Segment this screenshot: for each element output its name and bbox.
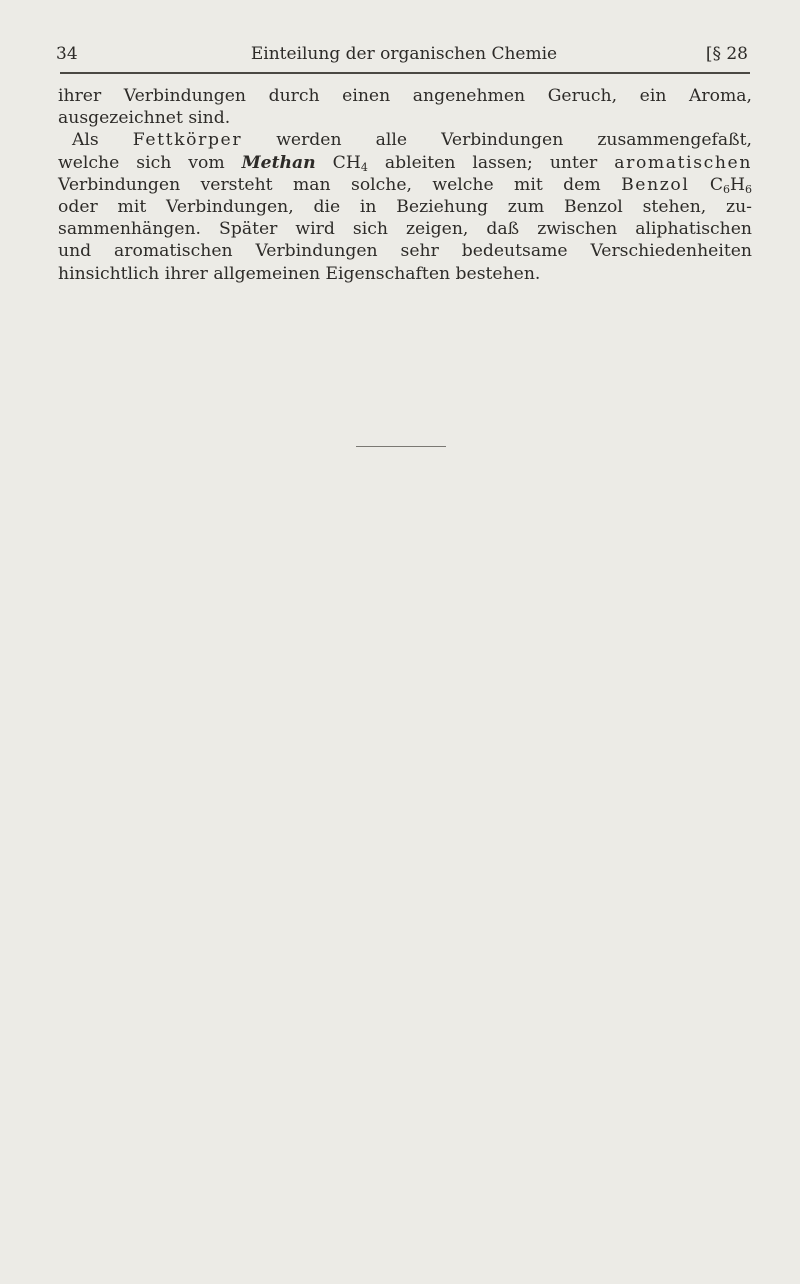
formula-text: H [730, 174, 745, 195]
text-segment: welche sich vom [58, 152, 242, 173]
text-line: ihrer Verbindungen durch einen angenehmen Geruch, ein Aroma, [58, 86, 752, 106]
header-rule [60, 72, 750, 74]
text-line: und aromatischen Verbindungen sehr bedeutsame Verschiedenheiten [58, 241, 752, 262]
term-benzol: Benzol [621, 174, 690, 195]
running-title: Einteilung der organischen Chemie [250, 44, 558, 64]
formula-text: C [689, 174, 723, 195]
term-fettkoerper: Fettkörper [132, 130, 243, 151]
text-segment: Als [72, 130, 133, 151]
text-line [58, 174, 752, 196]
term-aromatischen: aromatischen [614, 152, 752, 173]
text-segment: ableiten lassen; unter [367, 152, 615, 173]
text-line: sammenhängen. Später wird sich zeigen, daß zwischen aliphatischen [58, 219, 752, 240]
formula-c6h6 [689, 175, 752, 195]
term-methan: Methan [241, 152, 316, 173]
formula-subscript: 6 [745, 182, 752, 196]
section-end-rule [356, 446, 446, 447]
text-line [58, 152, 752, 174]
text-segment: werden alle Verbindungen zusammengefaßt, [242, 130, 752, 151]
text-line: ausgezeichnet sind. [58, 108, 231, 129]
body-text [58, 85, 752, 285]
paragraph-start-line [58, 129, 752, 151]
text-line: oder mit Verbindungen, die in Beziehung zum Benzol stehen, zu- [58, 197, 752, 218]
formula-ch4 [316, 153, 368, 173]
text-segment: Verbindungen versteht man solche, welche mit dem [58, 174, 622, 195]
section-reference: [§ 28 [705, 44, 748, 64]
formula-text: CH [315, 152, 361, 173]
formula-subscript: 4 [360, 160, 368, 174]
text-line: hinsichtlich ihrer allgemeinen Eigenschaften bestehen. [58, 263, 541, 284]
formula-subscript: 6 [723, 182, 730, 196]
page-header [56, 43, 752, 69]
page-number: 34 [56, 44, 78, 64]
